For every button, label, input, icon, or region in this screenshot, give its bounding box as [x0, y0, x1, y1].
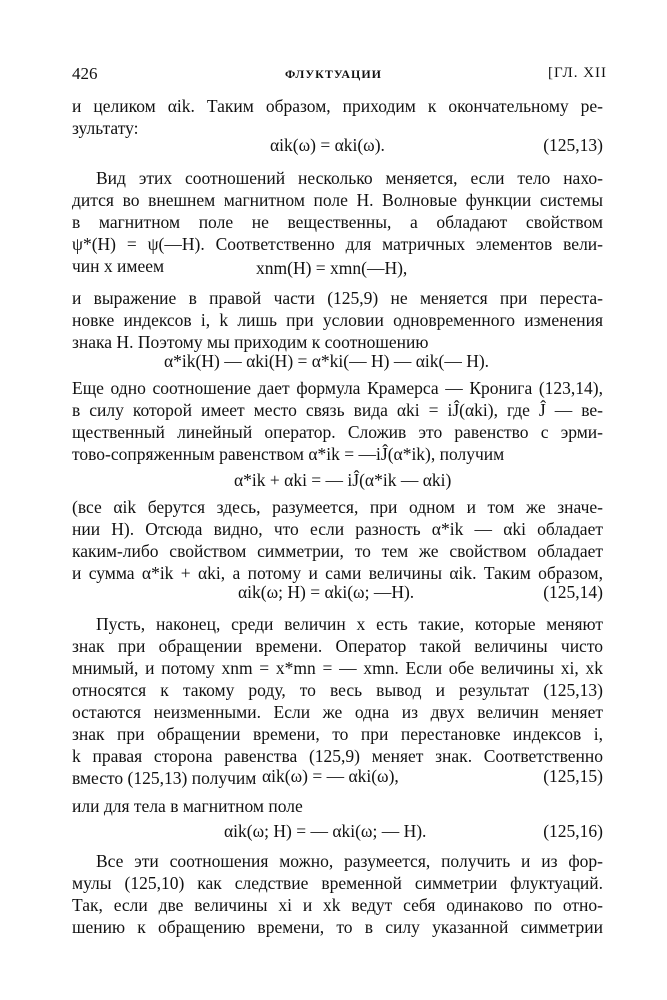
text-line: знак при обращении времени, то при перестановке индексов i, — [72, 724, 603, 744]
text-line: Все эти соотношения можно, разумеется, получить и из фор- — [96, 851, 603, 871]
text-line: дится во внешнем магнитном поле H. Волновые функции системы — [72, 190, 603, 210]
text-line: и сумма α*ik + αki, а потому и сами величины αik. Таким образом, — [72, 563, 603, 583]
equation-number: (125,13) — [543, 135, 603, 155]
text-line: мнимый, и потому xnm = x*mn = — xmn. Если обе величины xi, xk — [72, 658, 603, 678]
equation-number: (125,14) — [543, 582, 603, 602]
text-line: в магнитном поле не вещественны, а обладают свойством — [72, 212, 603, 232]
equation-number: (125,15) — [543, 766, 603, 786]
page-number: 426 — [72, 64, 98, 83]
text-line: и целиком αik. Таким образом, приходим к окончательному ре- — [72, 96, 603, 116]
text-line: мулы (125,10) как следствие временной симметрии флуктуаций. — [72, 873, 603, 893]
text-line: (все αik берутся здесь, разумеется, при одном и том же значе- — [72, 497, 603, 517]
chapter-label: [ГЛ. XII — [548, 65, 608, 81]
text-line: относятся к такому роду, то весь вывод и результат (125,13) — [72, 680, 603, 700]
text-line: чин x имеем — [72, 256, 165, 276]
text-line: k правая сторона равенства (125,9) меняет знак. Соответственно — [72, 746, 603, 766]
text-line: Так, если две величины xi и xk ведут себя одинаково по отно- — [72, 895, 603, 915]
equation-formula: xnm(H) = xmn(—H), — [256, 258, 408, 278]
equation-formula: αik(ω; H) = αki(ω; —H). — [238, 582, 415, 602]
text-line: зультату: — [72, 118, 139, 138]
text-line: Вид этих соотношений несколько меняется, если тело нахо- — [96, 168, 603, 188]
equation-formula: α*ik + αki = — iĴ(α*ik — αki) — [234, 470, 452, 490]
text-line: Пусть, наконец, среди величин x есть такие, которые меняют — [96, 614, 603, 634]
text-line: Еще одно соотношение дает формула Крамерса — Кронига (123,14), — [72, 378, 603, 398]
equation-number: (125,16) — [543, 821, 603, 841]
text-line: тово-сопряженным равенством α*ik = —iĴ(α*ik), получим — [72, 444, 505, 464]
text-line: шению к обращению времени, то в силу указанной симметрии — [72, 917, 603, 937]
text-line: нии H). Отсюда видно, что если разность α*ik — αki обладает — [72, 519, 603, 539]
equation-formula: αik(ω) = — αki(ω), — [262, 766, 399, 786]
text-line: ψ*(H) = ψ(—H). Соответственно для матричных элементов вели- — [72, 234, 603, 254]
equation-formula: αik(ω) = αki(ω). — [270, 135, 385, 155]
text-line: каким-либо свойством симметрии, то тем же свойством обладает — [72, 541, 603, 561]
text-line: знак при обращении времени. Оператор такой величины чисто — [72, 636, 603, 656]
equation-formula: α*ik(H) — αki(H) = α*ki(— H) — αik(— H). — [164, 351, 490, 371]
text-line: новке индексов i, k лишь при условии одновременного изменения — [72, 310, 603, 330]
text-line: вместо (125,13) получим — [72, 768, 257, 788]
text-line: и выражение в правой части (125,9) не меняется при переста- — [72, 288, 603, 308]
text-line: остаются неизменными. Если же одна из двух величин меняет — [72, 702, 603, 722]
text-line: в силу которой имеет место связь вида αki = iĴ(αki), где Ĵ — ве- — [72, 400, 603, 420]
running-title: ФЛУКТУАЦИИ — [284, 67, 383, 81]
text-line: или для тела в магнитном поле — [72, 796, 303, 816]
equation-formula: αik(ω; H) = — αki(ω; — H). — [224, 821, 427, 841]
text-line: щественный линейный оператор. Сложив это равенство с эрми- — [72, 422, 603, 442]
text-line: знака H. Поэтому мы приходим к соотношению — [72, 332, 429, 352]
